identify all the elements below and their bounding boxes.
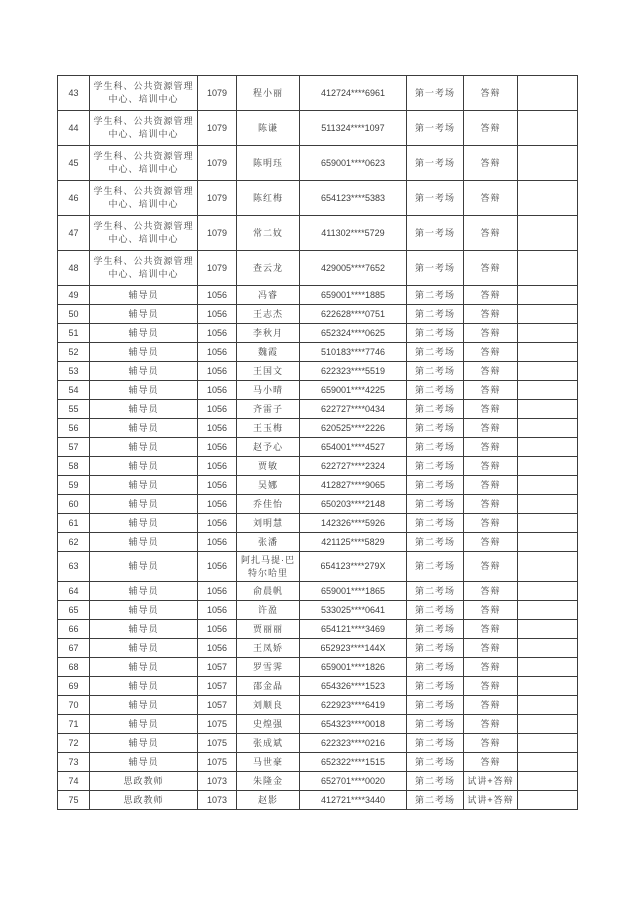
cell-method: 试讲+答辩: [464, 772, 518, 791]
cell-room: 第二考场: [407, 343, 464, 362]
cell-room: 第二考场: [407, 533, 464, 552]
cell-dept: 辅导员: [90, 734, 198, 753]
cell-name: 刘顺良: [237, 696, 300, 715]
cell-code: 1056: [198, 286, 237, 305]
table-row: [58, 111, 578, 146]
cell-no: 67: [58, 639, 90, 658]
cell-method: 答辩: [464, 552, 518, 582]
cell-no: 47: [58, 216, 90, 251]
table-row: [58, 620, 578, 639]
cell-dept: 辅导员: [90, 343, 198, 362]
cell-note: [518, 677, 578, 696]
cell-id: 510183****7746: [300, 343, 407, 362]
table-row: [58, 181, 578, 216]
cell-room: 第二考场: [407, 400, 464, 419]
cell-method: 答辩: [464, 181, 518, 216]
cell-code: 1079: [198, 111, 237, 146]
cell-no: 54: [58, 381, 90, 400]
cell-name: 程小丽: [237, 76, 300, 111]
cell-code: 1079: [198, 216, 237, 251]
cell-id: 142326****5926: [300, 514, 407, 533]
cell-dept: 思政教师: [90, 772, 198, 791]
table-row: [58, 582, 578, 601]
cell-note: [518, 552, 578, 582]
cell-id: 411302****5729: [300, 216, 407, 251]
cell-code: 1056: [198, 582, 237, 601]
cell-code: 1056: [198, 639, 237, 658]
cell-name: 张成斌: [237, 734, 300, 753]
cell-dept: 辅导员: [90, 495, 198, 514]
table-row: [58, 514, 578, 533]
cell-dept: 辅导员: [90, 658, 198, 677]
cell-note: [518, 734, 578, 753]
cell-no: 69: [58, 677, 90, 696]
cell-room: 第二考场: [407, 362, 464, 381]
cell-note: [518, 601, 578, 620]
cell-dept: 辅导员: [90, 305, 198, 324]
cell-method: 答辩: [464, 343, 518, 362]
cell-id: 654001****4527: [300, 438, 407, 457]
cell-id: 620525****2226: [300, 419, 407, 438]
cell-id: 654326****1523: [300, 677, 407, 696]
cell-no: 61: [58, 514, 90, 533]
cell-no: 64: [58, 582, 90, 601]
cell-id: 652322****1515: [300, 753, 407, 772]
cell-name: 陈明珏: [237, 146, 300, 181]
cell-no: 58: [58, 457, 90, 476]
cell-method: 答辩: [464, 582, 518, 601]
cell-room: 第二考场: [407, 734, 464, 753]
cell-note: [518, 216, 578, 251]
cell-code: 1056: [198, 343, 237, 362]
cell-method: 答辩: [464, 620, 518, 639]
cell-note: [518, 696, 578, 715]
cell-dept: 辅导员: [90, 400, 198, 419]
cell-code: 1056: [198, 476, 237, 495]
cell-id: 659001****1826: [300, 658, 407, 677]
cell-no: 53: [58, 362, 90, 381]
cell-method: 答辩: [464, 324, 518, 343]
cell-room: 第二考场: [407, 582, 464, 601]
cell-no: 63: [58, 552, 90, 582]
cell-no: 50: [58, 305, 90, 324]
cell-id: 652923****144X: [300, 639, 407, 658]
cell-method: 答辩: [464, 419, 518, 438]
table-row: [58, 400, 578, 419]
cell-code: 1056: [198, 552, 237, 582]
cell-name: 王国文: [237, 362, 300, 381]
cell-dept: 学生科、公共资源管理中心、培训中心: [90, 146, 198, 181]
cell-no: 70: [58, 696, 90, 715]
cell-dept: 辅导员: [90, 286, 198, 305]
cell-room: 第二考场: [407, 658, 464, 677]
cell-method: 答辩: [464, 381, 518, 400]
cell-dept: 辅导员: [90, 514, 198, 533]
cell-no: 59: [58, 476, 90, 495]
cell-room: 第一考场: [407, 146, 464, 181]
cell-code: 1056: [198, 514, 237, 533]
cell-name: 张潘: [237, 533, 300, 552]
cell-dept: 学生科、公共资源管理中心、培训中心: [90, 251, 198, 286]
cell-note: [518, 791, 578, 810]
cell-name: 赵影: [237, 791, 300, 810]
cell-room: 第二考场: [407, 696, 464, 715]
cell-room: 第二考场: [407, 324, 464, 343]
table-row: [58, 76, 578, 111]
cell-note: [518, 286, 578, 305]
cell-dept: 辅导员: [90, 476, 198, 495]
table-row: [58, 658, 578, 677]
cell-code: 1056: [198, 419, 237, 438]
cell-no: 65: [58, 601, 90, 620]
cell-code: 1073: [198, 791, 237, 810]
table-row: [58, 362, 578, 381]
cell-no: 68: [58, 658, 90, 677]
cell-id: 654121****3469: [300, 620, 407, 639]
cell-code: 1073: [198, 772, 237, 791]
table-row: [58, 419, 578, 438]
cell-id: 622727****2324: [300, 457, 407, 476]
cell-room: 第二考场: [407, 791, 464, 810]
cell-room: 第二考场: [407, 753, 464, 772]
table-row: [58, 324, 578, 343]
cell-method: 答辩: [464, 639, 518, 658]
cell-no: 44: [58, 111, 90, 146]
cell-no: 43: [58, 76, 90, 111]
cell-no: 62: [58, 533, 90, 552]
cell-room: 第二考场: [407, 381, 464, 400]
cell-no: 57: [58, 438, 90, 457]
cell-method: 答辩: [464, 362, 518, 381]
cell-dept: 辅导员: [90, 715, 198, 734]
cell-name: 王志杰: [237, 305, 300, 324]
cell-method: 答辩: [464, 476, 518, 495]
table-row: [58, 601, 578, 620]
cell-room: 第二考场: [407, 495, 464, 514]
cell-id: 652701****0020: [300, 772, 407, 791]
cell-note: [518, 476, 578, 495]
cell-room: 第一考场: [407, 111, 464, 146]
cell-no: 48: [58, 251, 90, 286]
cell-name: 查云龙: [237, 251, 300, 286]
cell-no: 52: [58, 343, 90, 362]
table-row: [58, 715, 578, 734]
cell-code: 1056: [198, 362, 237, 381]
cell-note: [518, 514, 578, 533]
cell-code: 1056: [198, 495, 237, 514]
cell-code: 1056: [198, 438, 237, 457]
cell-name: 邵金晶: [237, 677, 300, 696]
cell-name: 冯睿: [237, 286, 300, 305]
table-row: [58, 381, 578, 400]
cell-id: 650203****2148: [300, 495, 407, 514]
cell-name: 陈红梅: [237, 181, 300, 216]
cell-method: 答辩: [464, 400, 518, 419]
cell-name: 赵予心: [237, 438, 300, 457]
cell-id: 654323****0018: [300, 715, 407, 734]
table-row: [58, 552, 578, 582]
cell-code: 1056: [198, 305, 237, 324]
cell-id: 533025****0641: [300, 601, 407, 620]
cell-name: 王凤娇: [237, 639, 300, 658]
cell-name: 魏霞: [237, 343, 300, 362]
cell-id: 654123****5383: [300, 181, 407, 216]
cell-code: 1056: [198, 533, 237, 552]
table-row: [58, 343, 578, 362]
cell-no: 55: [58, 400, 90, 419]
cell-note: [518, 753, 578, 772]
cell-code: 1056: [198, 381, 237, 400]
cell-code: 1079: [198, 76, 237, 111]
cell-note: [518, 715, 578, 734]
cell-name: 俞晨帆: [237, 582, 300, 601]
cell-id: 622923****6419: [300, 696, 407, 715]
cell-note: [518, 324, 578, 343]
cell-code: 1056: [198, 400, 237, 419]
cell-note: [518, 343, 578, 362]
cell-room: 第一考场: [407, 181, 464, 216]
cell-dept: 辅导员: [90, 620, 198, 639]
table-row: [58, 533, 578, 552]
table-row: [58, 772, 578, 791]
cell-room: 第二考场: [407, 639, 464, 658]
cell-method: 答辩: [464, 495, 518, 514]
cell-no: 66: [58, 620, 90, 639]
cell-note: [518, 400, 578, 419]
cell-note: [518, 457, 578, 476]
cell-name: 乔佳怡: [237, 495, 300, 514]
cell-name: 吴娜: [237, 476, 300, 495]
table-row: [58, 495, 578, 514]
cell-code: 1057: [198, 658, 237, 677]
cell-method: 答辩: [464, 514, 518, 533]
cell-id: 659001****1865: [300, 582, 407, 601]
cell-no: 60: [58, 495, 90, 514]
cell-room: 第二考场: [407, 715, 464, 734]
cell-dept: 辅导员: [90, 362, 198, 381]
cell-room: 第一考场: [407, 76, 464, 111]
cell-no: 71: [58, 715, 90, 734]
cell-code: 1057: [198, 677, 237, 696]
table-row: [58, 216, 578, 251]
cell-note: [518, 658, 578, 677]
table-row: [58, 457, 578, 476]
table-row: [58, 791, 578, 810]
cell-note: [518, 620, 578, 639]
cell-no: 51: [58, 324, 90, 343]
cell-method: 答辩: [464, 251, 518, 286]
cell-dept: 学生科、公共资源管理中心、培训中心: [90, 181, 198, 216]
cell-method: 答辩: [464, 146, 518, 181]
cell-dept: 辅导员: [90, 533, 198, 552]
cell-room: 第二考场: [407, 457, 464, 476]
cell-code: 1056: [198, 457, 237, 476]
cell-id: 652324****0625: [300, 324, 407, 343]
cell-name: 常二妏: [237, 216, 300, 251]
cell-no: 49: [58, 286, 90, 305]
cell-room: 第一考场: [407, 216, 464, 251]
cell-id: 622323****0216: [300, 734, 407, 753]
cell-room: 第二考场: [407, 514, 464, 533]
cell-room: 第二考场: [407, 286, 464, 305]
cell-id: 511324****1097: [300, 111, 407, 146]
table-row: [58, 476, 578, 495]
cell-note: [518, 639, 578, 658]
cell-method: 答辩: [464, 305, 518, 324]
cell-note: [518, 111, 578, 146]
cell-method: 答辩: [464, 601, 518, 620]
cell-id: 421125****5829: [300, 533, 407, 552]
cell-note: [518, 495, 578, 514]
cell-name: 贾敏: [237, 457, 300, 476]
cell-method: 答辩: [464, 677, 518, 696]
cell-id: 429005****7652: [300, 251, 407, 286]
cell-method: 答辩: [464, 696, 518, 715]
cell-name: 王玉梅: [237, 419, 300, 438]
table-row: [58, 734, 578, 753]
cell-id: 412724****6961: [300, 76, 407, 111]
cell-dept: 辅导员: [90, 601, 198, 620]
cell-no: 56: [58, 419, 90, 438]
table-row: [58, 286, 578, 305]
cell-note: [518, 533, 578, 552]
roster-table-body: [58, 76, 578, 810]
cell-note: [518, 76, 578, 111]
cell-id: 659001****0623: [300, 146, 407, 181]
cell-dept: 思政教师: [90, 791, 198, 810]
cell-room: 第二考场: [407, 305, 464, 324]
cell-name: 阿扎马提·巴特尔哈里: [237, 552, 300, 582]
cell-room: 第二考场: [407, 419, 464, 438]
cell-id: 659001****4225: [300, 381, 407, 400]
table-row: [58, 438, 578, 457]
cell-room: 第一考场: [407, 251, 464, 286]
cell-code: 1079: [198, 146, 237, 181]
cell-dept: 辅导员: [90, 639, 198, 658]
cell-code: 1075: [198, 753, 237, 772]
exam-roster-table: [57, 75, 578, 810]
table-row: [58, 305, 578, 324]
cell-note: [518, 181, 578, 216]
cell-name: 罗雪霁: [237, 658, 300, 677]
cell-name: 刘明慧: [237, 514, 300, 533]
cell-code: 1056: [198, 324, 237, 343]
cell-id: 622323****5519: [300, 362, 407, 381]
cell-method: 答辩: [464, 734, 518, 753]
cell-room: 第二考场: [407, 552, 464, 582]
cell-code: 1057: [198, 696, 237, 715]
cell-no: 72: [58, 734, 90, 753]
cell-dept: 学生科、公共资源管理中心、培训中心: [90, 76, 198, 111]
cell-name: 陈谦: [237, 111, 300, 146]
cell-no: 46: [58, 181, 90, 216]
cell-code: 1079: [198, 251, 237, 286]
cell-dept: 辅导员: [90, 696, 198, 715]
cell-note: [518, 419, 578, 438]
cell-id: 412721****3440: [300, 791, 407, 810]
cell-no: 73: [58, 753, 90, 772]
cell-no: 45: [58, 146, 90, 181]
cell-note: [518, 146, 578, 181]
cell-code: 1079: [198, 181, 237, 216]
cell-room: 第二考场: [407, 620, 464, 639]
cell-id: 622628****0751: [300, 305, 407, 324]
cell-room: 第二考场: [407, 438, 464, 457]
cell-method: 答辩: [464, 216, 518, 251]
cell-method: 答辩: [464, 658, 518, 677]
cell-id: 659001****1885: [300, 286, 407, 305]
table-row: [58, 696, 578, 715]
cell-note: [518, 381, 578, 400]
cell-code: 1075: [198, 715, 237, 734]
cell-room: 第二考场: [407, 476, 464, 495]
cell-method: 答辩: [464, 753, 518, 772]
cell-no: 75: [58, 791, 90, 810]
cell-code: 1056: [198, 601, 237, 620]
cell-note: [518, 582, 578, 601]
cell-name: 朱隆金: [237, 772, 300, 791]
cell-dept: 辅导员: [90, 753, 198, 772]
cell-method: 答辩: [464, 438, 518, 457]
table-row: [58, 639, 578, 658]
cell-method: 答辩: [464, 457, 518, 476]
cell-method: 答辩: [464, 111, 518, 146]
cell-dept: 学生科、公共资源管理中心、培训中心: [90, 111, 198, 146]
cell-note: [518, 438, 578, 457]
table-row: [58, 677, 578, 696]
cell-note: [518, 251, 578, 286]
cell-no: 74: [58, 772, 90, 791]
table-row: [58, 146, 578, 181]
cell-dept: 辅导员: [90, 677, 198, 696]
cell-id: 622727****0434: [300, 400, 407, 419]
cell-note: [518, 772, 578, 791]
cell-note: [518, 305, 578, 324]
cell-room: 第二考场: [407, 677, 464, 696]
cell-dept: 辅导员: [90, 381, 198, 400]
cell-room: 第二考场: [407, 772, 464, 791]
cell-dept: 辅导员: [90, 457, 198, 476]
cell-name: 马世豪: [237, 753, 300, 772]
cell-dept: 辅导员: [90, 582, 198, 601]
cell-name: 许盈: [237, 601, 300, 620]
cell-code: 1056: [198, 620, 237, 639]
cell-dept: 辅导员: [90, 438, 198, 457]
cell-name: 马小晴: [237, 381, 300, 400]
cell-name: 齐雷子: [237, 400, 300, 419]
cell-method: 试讲+答辩: [464, 791, 518, 810]
table-row: [58, 753, 578, 772]
cell-method: 答辩: [464, 76, 518, 111]
cell-method: 答辩: [464, 286, 518, 305]
cell-dept: 辅导员: [90, 324, 198, 343]
cell-method: 答辩: [464, 715, 518, 734]
cell-name: 史煌强: [237, 715, 300, 734]
cell-id: 654123****279X: [300, 552, 407, 582]
cell-dept: 学生科、公共资源管理中心、培训中心: [90, 216, 198, 251]
cell-name: 贾丽丽: [237, 620, 300, 639]
cell-dept: 辅导员: [90, 552, 198, 582]
cell-method: 答辩: [464, 533, 518, 552]
cell-dept: 辅导员: [90, 419, 198, 438]
table-row: [58, 251, 578, 286]
cell-note: [518, 362, 578, 381]
cell-room: 第二考场: [407, 601, 464, 620]
cell-code: 1075: [198, 734, 237, 753]
cell-name: 李秋月: [237, 324, 300, 343]
cell-id: 412827****9065: [300, 476, 407, 495]
